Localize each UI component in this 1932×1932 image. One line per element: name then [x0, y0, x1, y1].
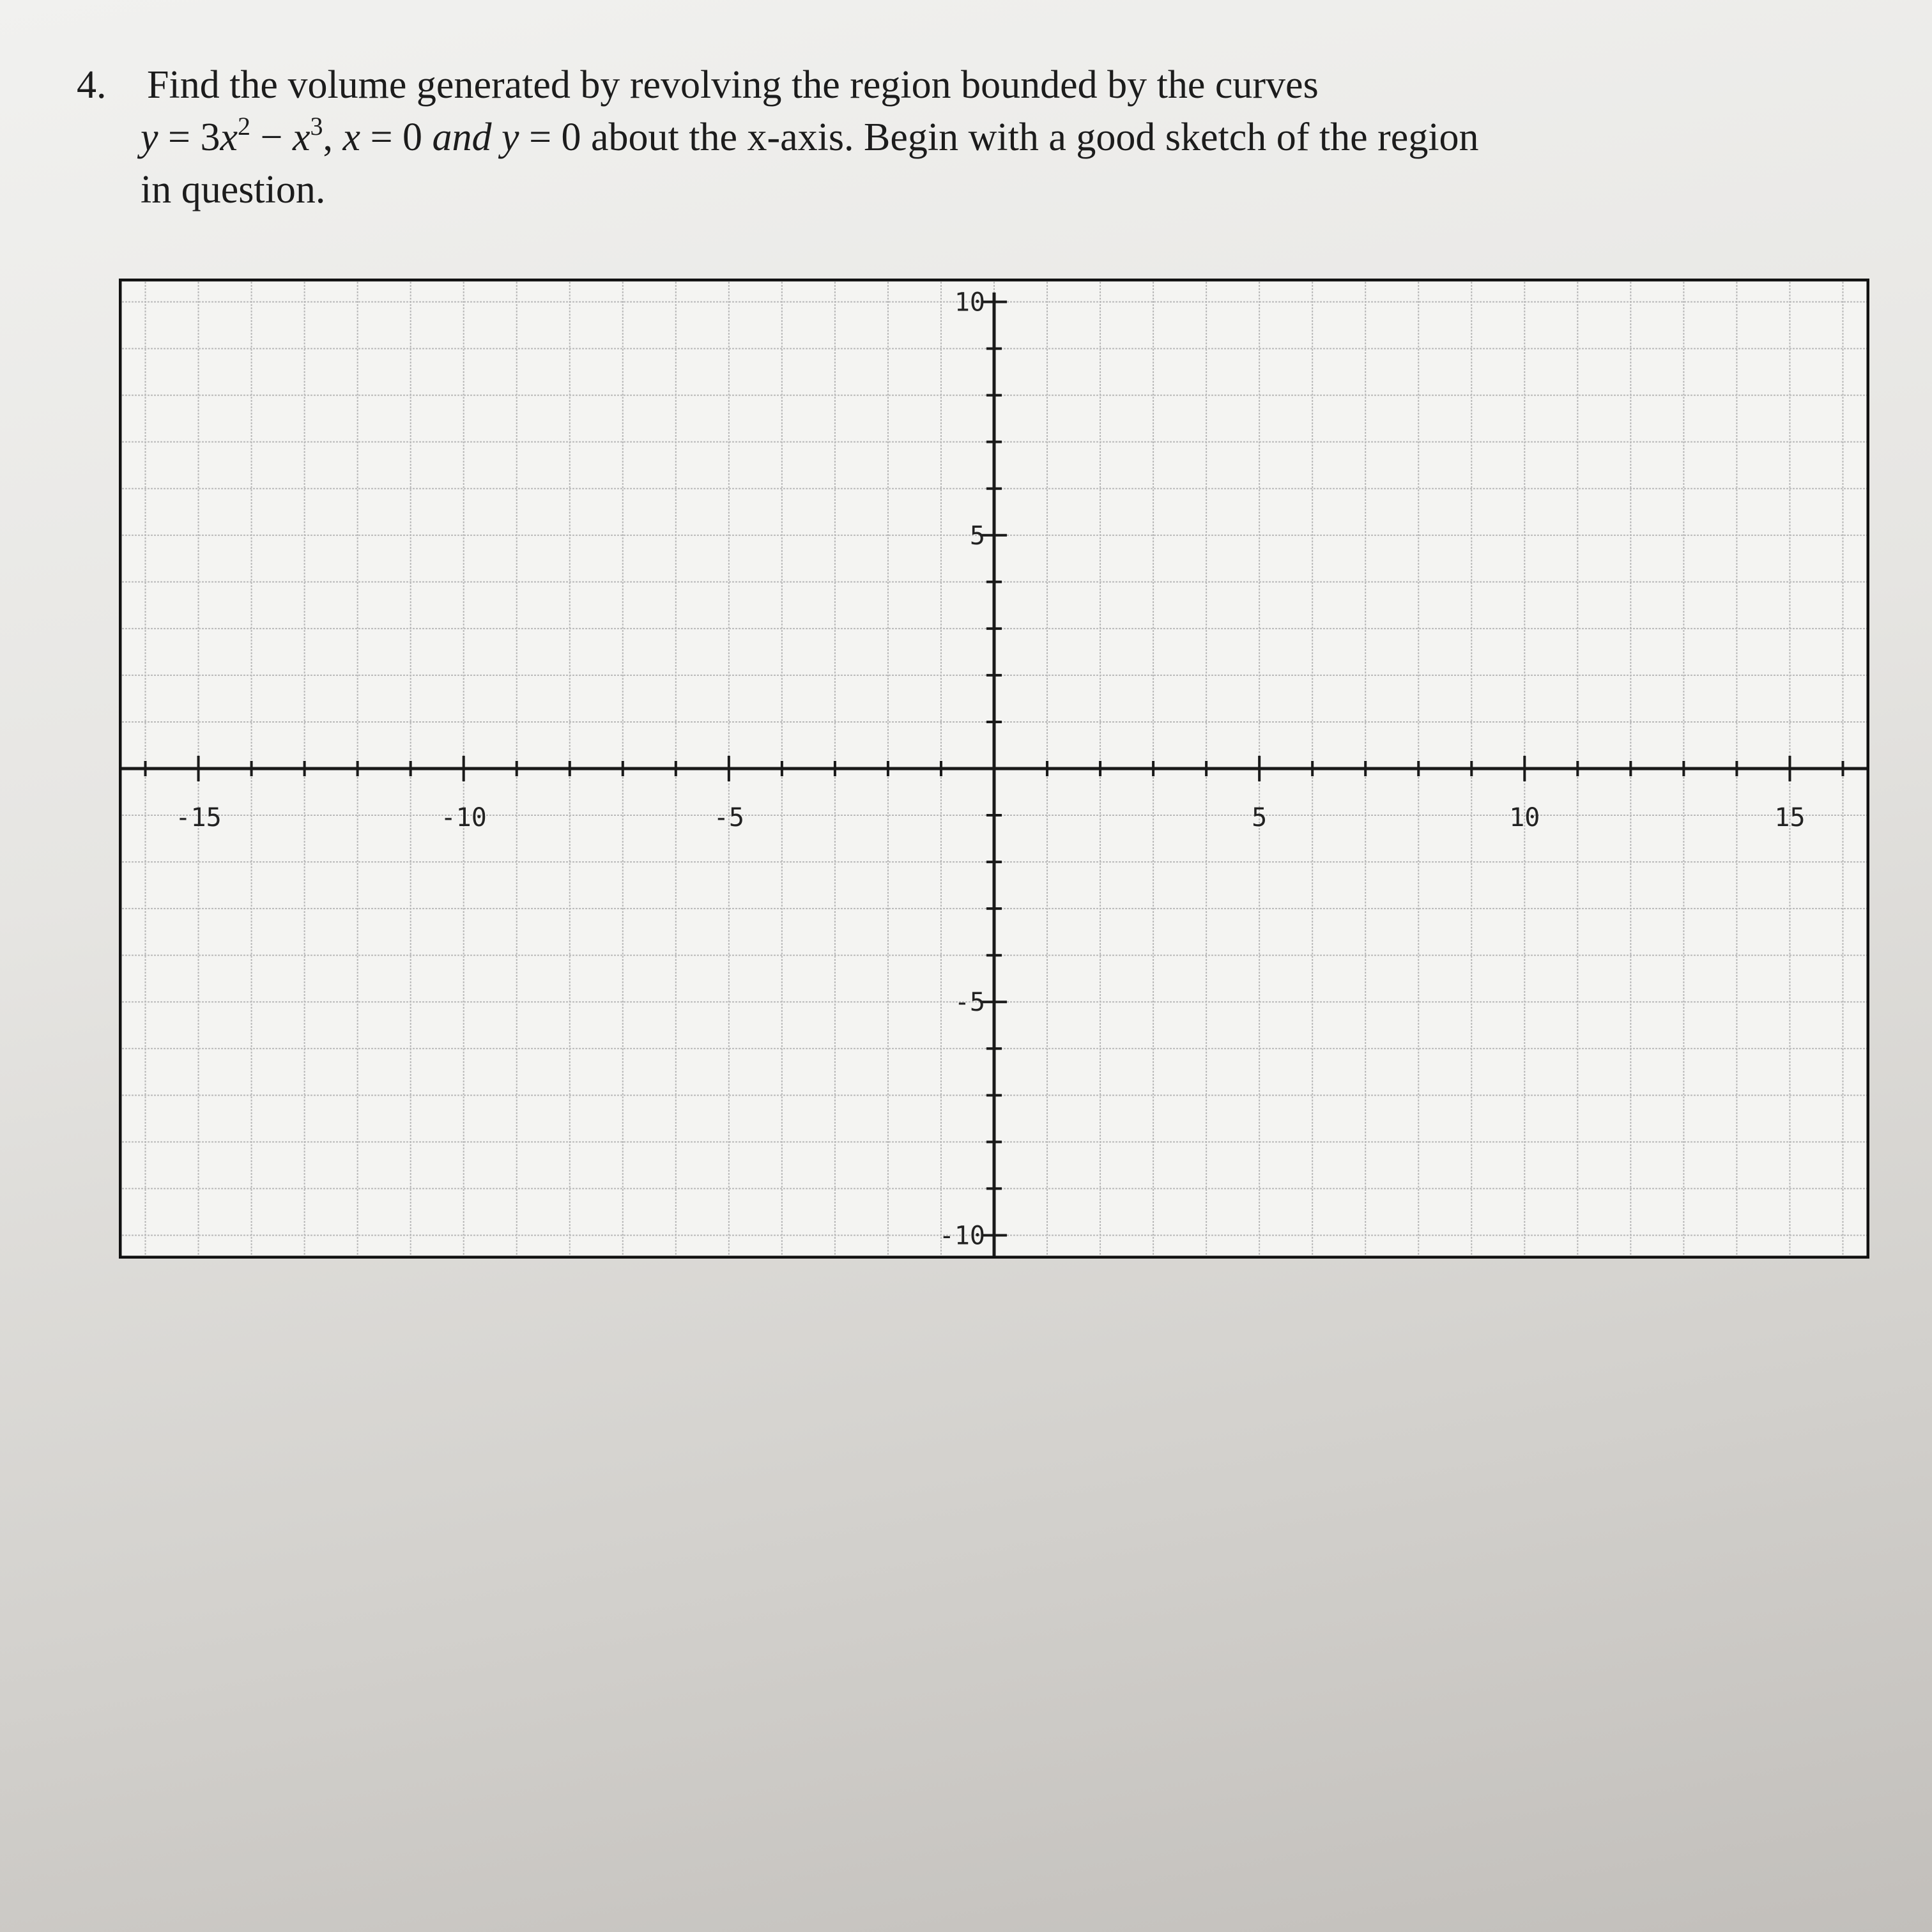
problem-statement [77, 59, 1904, 216]
problem-text-line-2: about the x-axis. Begin with a good sketch of the region [581, 116, 1479, 159]
graph-paper[interactable] [119, 279, 1869, 1259]
problem-text-line-3: in question. [141, 168, 326, 211]
y-tick-label: -10 [939, 1221, 985, 1251]
y-tick-label: 5 [969, 521, 985, 551]
x-tick-label: 15 [1774, 803, 1805, 832]
math-x-3: x [342, 116, 361, 159]
math-eq-3: = 0 [519, 116, 581, 159]
x-tick-label: -5 [713, 803, 744, 832]
math-minus: − [250, 116, 293, 159]
math-eq-2: = 0 [360, 116, 433, 159]
math-eq-1: = 3 [158, 116, 220, 159]
equation [141, 112, 581, 159]
math-exponent-3: 3 [310, 112, 323, 141]
math-comma: , [323, 116, 343, 159]
math-y-2: y [491, 116, 519, 159]
problem-line-2 [77, 111, 1904, 164]
x-tick-label: 10 [1509, 803, 1540, 832]
coordinate-grid [119, 279, 1869, 1259]
problem-number: 4. [77, 63, 107, 107]
x-tick-label: -15 [175, 803, 222, 832]
math-x-1: x [220, 116, 238, 159]
problem-line-1 [77, 59, 1904, 111]
y-tick-label: 10 [954, 288, 985, 318]
math-y: y [141, 116, 158, 159]
x-tick-label: -10 [440, 803, 487, 832]
math-x-2: x [293, 116, 310, 159]
math-and: and [432, 116, 492, 159]
problem-text-line-1: Find the volume generated by revolving the region bounded by the curves [147, 63, 1319, 107]
x-tick-label: 5 [1252, 803, 1268, 832]
y-tick-label: -5 [954, 988, 985, 1018]
math-exponent-2: 2 [238, 112, 251, 141]
problem-line-3 [77, 164, 1904, 216]
